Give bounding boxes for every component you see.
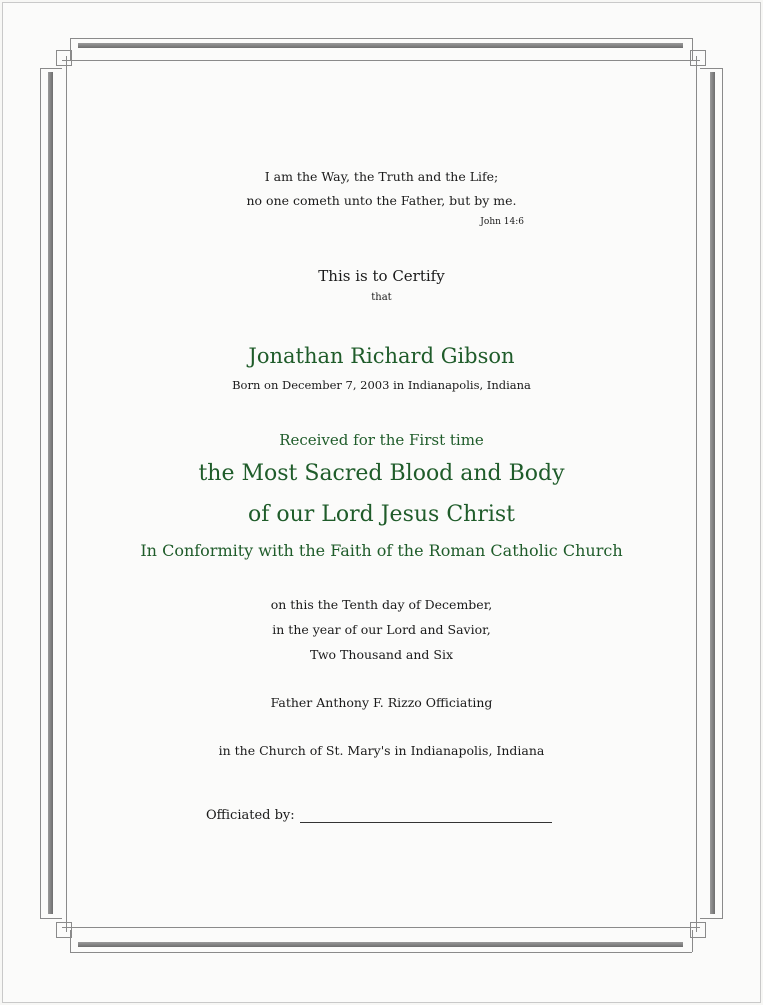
sacrament-line-2: of our Lord Jesus Christ [247,502,516,527]
church-line: in the Church of St. Mary's in Indianapolis, Indiana [218,743,545,758]
birth-info: Born on December 7, 2003 in Indianapolis, Indiana [232,378,531,392]
signature-line [300,822,552,823]
signature-label: Officiated by: [206,808,295,823]
sacrament-line-1: the Most Sacred Blood and Body [198,461,565,486]
certify-heading: This is to Certify [318,267,445,285]
recipient-name: Jonathan Richard Gibson [248,344,515,368]
conformity-line: In Conformity with the Faith of the Roman Catholic Church [140,541,623,560]
received-line: Received for the First time [279,431,484,449]
verse-line-2: no one cometh unto the Father, but by me. [246,193,517,208]
date-line-2: in the year of our Lord and Savior, [272,622,491,637]
that-label: that [371,292,392,303]
date-line-3: Two Thousand and Six [309,647,454,662]
date-line-1: on this the Tenth day of December, [270,597,493,612]
verse-line-1: I am the Way, the Truth and the Life; [264,169,499,184]
verse-reference: John 14:6 [480,217,524,227]
officiant-line: Father Anthony F. Rizzo Officiating [270,695,493,710]
